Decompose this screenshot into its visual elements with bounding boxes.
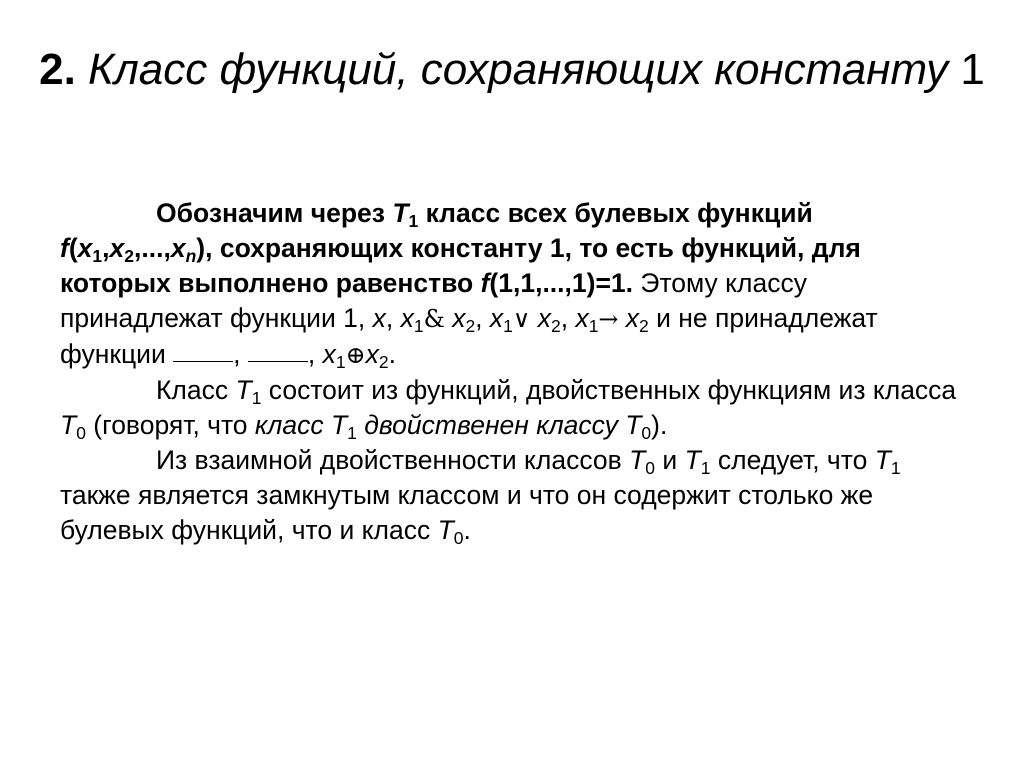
blank-2 [248,360,308,362]
implication-symbol: → [598,305,619,333]
title-number: 2. [39,45,76,94]
title-constant: 1 [960,45,985,94]
xor-symbol: ⊕ [345,341,366,369]
conjunction-symbol: & [423,305,445,333]
paragraph-conclusion: Из взаимной двойственности классов $T_0$ и $T_1$ следует, что $T_1$ также является замкнутым классом и что он содержит столько же булевых функций, что и класс $T_0$. [60,445,901,548]
functions-list: Этому классу принадлежат функции 1, x, $x_1\&$ $x_2$, $x_1\vee$ $x_2$, $x_1\to x_2$ и не принадлежат функции , , $x_1\oplus x_2$. [60,268,878,372]
slide-title [0,36,1024,104]
duality-statement: класс $T_1$ двойственен классу T [254,410,642,443]
title-text: Класс функций, сохраняющих константу [88,45,949,94]
paragraph-duality: Класс $T_1$ состоит из функций, двойственных функциям из класса $T_0$ (говорят, что класс $T_1$ двойственен классу $T_0$). [60,375,957,443]
blank-1 [173,360,233,362]
disjunction-symbol: ∨ [512,305,531,333]
definition-lead: Обозначим через $T_1$ класс всех булевых функций $f(x_1,x_2,...,x_n)$, сохраняющих константу 1, то есть функций, для которых выполнено равенство f(1,1,...,1)=1. [60,198,861,298]
paragraph-definition [60,196,960,373]
slide-body [60,196,960,548]
